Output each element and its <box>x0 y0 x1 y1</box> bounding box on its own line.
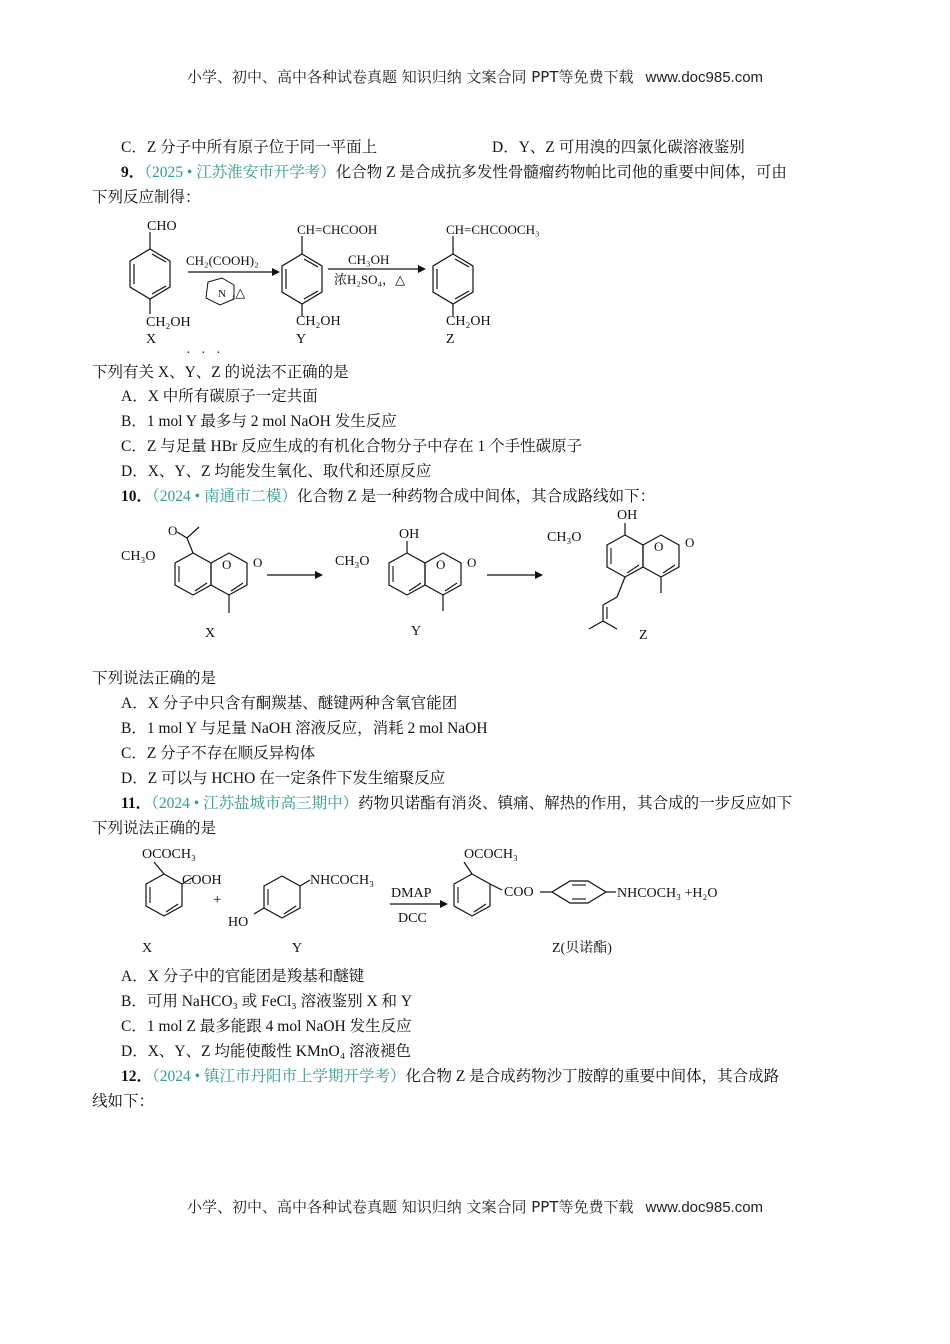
q9-source: （2025 • 江苏淮安市开学考） <box>144 164 336 181</box>
q10-z-och3: CH₃O <box>547 530 582 545</box>
q10-y-och3: CH₃O <box>335 554 370 569</box>
page-footer <box>0 1196 950 1217</box>
q9-y-ch2oh: CH₂OH <box>296 314 341 329</box>
q9-reagent-2: CH₃OH <box>348 252 390 267</box>
q10-source: （2024 • 南通市二模） <box>152 488 297 505</box>
q9-reagent-1-cond: ,△ <box>232 285 246 300</box>
q11-option-b[interactable]: B．可用 NaHCO₃ 或 FeCl₃ 溶液鉴别 X 和 Y <box>121 993 413 1010</box>
q10-x-ketone-o: O <box>168 523 178 538</box>
q11-reaction-scheme <box>120 842 740 960</box>
q10-x-carbonyl-o: O <box>253 555 263 570</box>
q10-z-benzene <box>607 535 643 577</box>
q9-stem-text: 化合物 Z 是合成抗多发性骨髓瘤药物帕比司他的重要中间体，可由 <box>335 164 787 181</box>
q11-z-ester: OCOCH₃ <box>464 847 518 862</box>
q11-stem <box>121 794 792 814</box>
q10-option-c[interactable]: C．Z 分子不存在顺反异构体 <box>121 745 316 762</box>
q9-option-a[interactable]: A．X 中所有碳原子一定共面 <box>121 388 318 405</box>
q9-reaction-scheme <box>100 212 580 347</box>
q9-x-cho: CHO <box>147 219 177 234</box>
q11-x-label: X <box>142 941 153 956</box>
q10-y-ring-o: O <box>436 557 446 572</box>
q10-y-benzene <box>389 553 425 595</box>
q10-y-label: Y <box>411 624 422 639</box>
emphasis-dot: · <box>201 346 206 361</box>
q10-z-label: Z <box>639 628 648 643</box>
q12-source: （2024 • 镇江市丹阳市上学期开学考） <box>152 1068 406 1085</box>
q10-option-a[interactable]: A．X 分子中只含有酮羰基、醚键两种含氧官能团 <box>121 695 458 712</box>
q9-y-ring <box>282 254 322 304</box>
q11-y-ring <box>264 876 300 918</box>
q9-option-b[interactable]: B．1 mol Y 最多与 2 mol NaOH 发生反应 <box>121 413 397 430</box>
q11-option-a[interactable]: A．X 分子中的官能团是羧基和醚键 <box>121 968 365 985</box>
q11-reagent-dmap: DMAP <box>391 886 432 901</box>
q10-x-benzene <box>175 553 211 595</box>
q10-x-och3: CH₃O <box>121 549 156 564</box>
q9-pyridine-n: N <box>218 288 226 300</box>
q11-stem-text: 药物贝诺酯有消炎、镇痛、解热的作用，其合成的一步反应如下 <box>358 795 793 812</box>
q9-reagent-1: CH₂(COOH)₂ <box>186 253 259 268</box>
q10-z-prenyl-chain <box>617 577 625 597</box>
q9-reagent-2-cond: 浓H₂SO₄，△ <box>334 272 406 287</box>
q10-stem-text: 化合物 Z 是一种药物合成中间体，其合成路线如下： <box>296 488 656 505</box>
q10-z-ring-o: O <box>654 539 664 554</box>
q10-z-carbonyl-o: O <box>685 535 695 550</box>
q10-z-oh: OH <box>617 508 638 523</box>
q11-question: 下列说法正确的是 <box>92 820 217 837</box>
prev-option-d: D．Y、Z 可用溴的四氯化碳溶液鉴别 <box>492 139 745 156</box>
q11-z-label: Z(贝诺酯) <box>552 941 612 956</box>
emphasis-dot: · <box>216 346 221 361</box>
q10-x-label: X <box>205 626 216 641</box>
q11-x-ring <box>146 874 182 916</box>
header-url[interactable]: www.doc985.com <box>645 69 764 86</box>
q11-z-amide: NHCOCH₃ +H₂O <box>617 886 718 901</box>
q9-number: 9． <box>121 164 145 181</box>
q11-z-ring-2 <box>552 881 606 903</box>
q11-x-cooh: COOH <box>182 873 222 888</box>
q9-y-label: Y <box>296 332 307 347</box>
q12-number: 12． <box>121 1068 153 1085</box>
q9-option-d[interactable]: D．X、Y、Z 均能发生氧化、取代和还原反应 <box>121 463 432 480</box>
q10-y-oh: OH <box>399 527 420 542</box>
q12-stem-text: 化合物 Z 是合成药物沙丁胺醇的重要中间体，其合成路 <box>405 1068 780 1085</box>
q9-z-top: CH=CHCOOCH₃ <box>446 222 540 237</box>
q11-z-ring-1 <box>454 874 490 916</box>
q12-stem-cont: 线如下： <box>92 1093 155 1110</box>
q10-y-carbonyl-o: O <box>467 555 477 570</box>
q9-z-ch2oh: CH₂OH <box>446 314 491 329</box>
emphasis-dot: · <box>186 346 191 361</box>
q11-y-amide: NHCOCH₃ <box>310 873 374 888</box>
q9-option-c[interactable]: C．Z 与足量 HBr 反应生成的有机化合物分子中存在 1 个手性碳原子 <box>121 438 583 455</box>
q9-question: 下列有关 X、Y、Z 的说法不正确的是 <box>92 364 349 381</box>
q10-x-ring-o: O <box>222 557 232 572</box>
q10-synthesis-route <box>115 505 715 645</box>
q11-y-ho: HO <box>228 915 249 930</box>
q9-x-label: X <box>146 332 157 347</box>
q11-y-label: Y <box>292 941 303 956</box>
q10-number: 10． <box>121 488 153 505</box>
q9-x-ring <box>130 249 170 299</box>
header-text: 小学、初中、高中各种试卷真题 知识归纳 文案合同 PPT等免费下载 <box>186 68 634 86</box>
q10-option-b[interactable]: B．1 mol Y 与足量 NaOH 溶液反应，消耗 2 mol NaOH <box>121 720 488 737</box>
q11-option-c[interactable]: C．1 mol Z 最多能跟 4 mol NaOH 发生反应 <box>121 1018 412 1035</box>
q9-stem-cont: 下列反应制得： <box>92 189 201 206</box>
footer-url[interactable]: www.doc985.com <box>645 1199 764 1216</box>
q11-x-ester: OCOCH₃ <box>142 847 196 862</box>
q9-z-label: Z <box>446 332 455 347</box>
q10-stem <box>121 487 655 507</box>
q11-source: （2024 • 江苏盐城市高三期中） <box>151 795 359 812</box>
q12-stem <box>121 1067 779 1087</box>
q9-z-ring <box>433 254 473 304</box>
q11-reagent-dcc: DCC <box>398 911 427 926</box>
q9-y-top: CH=CHCOOH <box>297 222 378 237</box>
page-header <box>0 66 950 87</box>
q9-stem <box>121 163 787 183</box>
q11-plus: + <box>213 892 222 908</box>
prev-option-c: C．Z 分子中所有原子位于同一平面上 <box>121 139 378 156</box>
q9-x-ch2oh: CH₂OH <box>146 315 191 330</box>
q11-z-coo: COO <box>504 885 534 900</box>
q11-number: 11． <box>121 795 152 812</box>
footer-text: 小学、初中、高中各种试卷真题 知识归纳 文案合同 PPT等免费下载 <box>186 1198 634 1216</box>
q10-option-d[interactable]: D．Z 可以与 HCHO 在一定条件下发生缩聚反应 <box>121 770 446 787</box>
q11-option-d[interactable]: D．X、Y、Z 均能使酸性 KMnO₄ 溶液褪色 <box>121 1043 411 1060</box>
q10-question: 下列说法正确的是 <box>92 670 217 687</box>
